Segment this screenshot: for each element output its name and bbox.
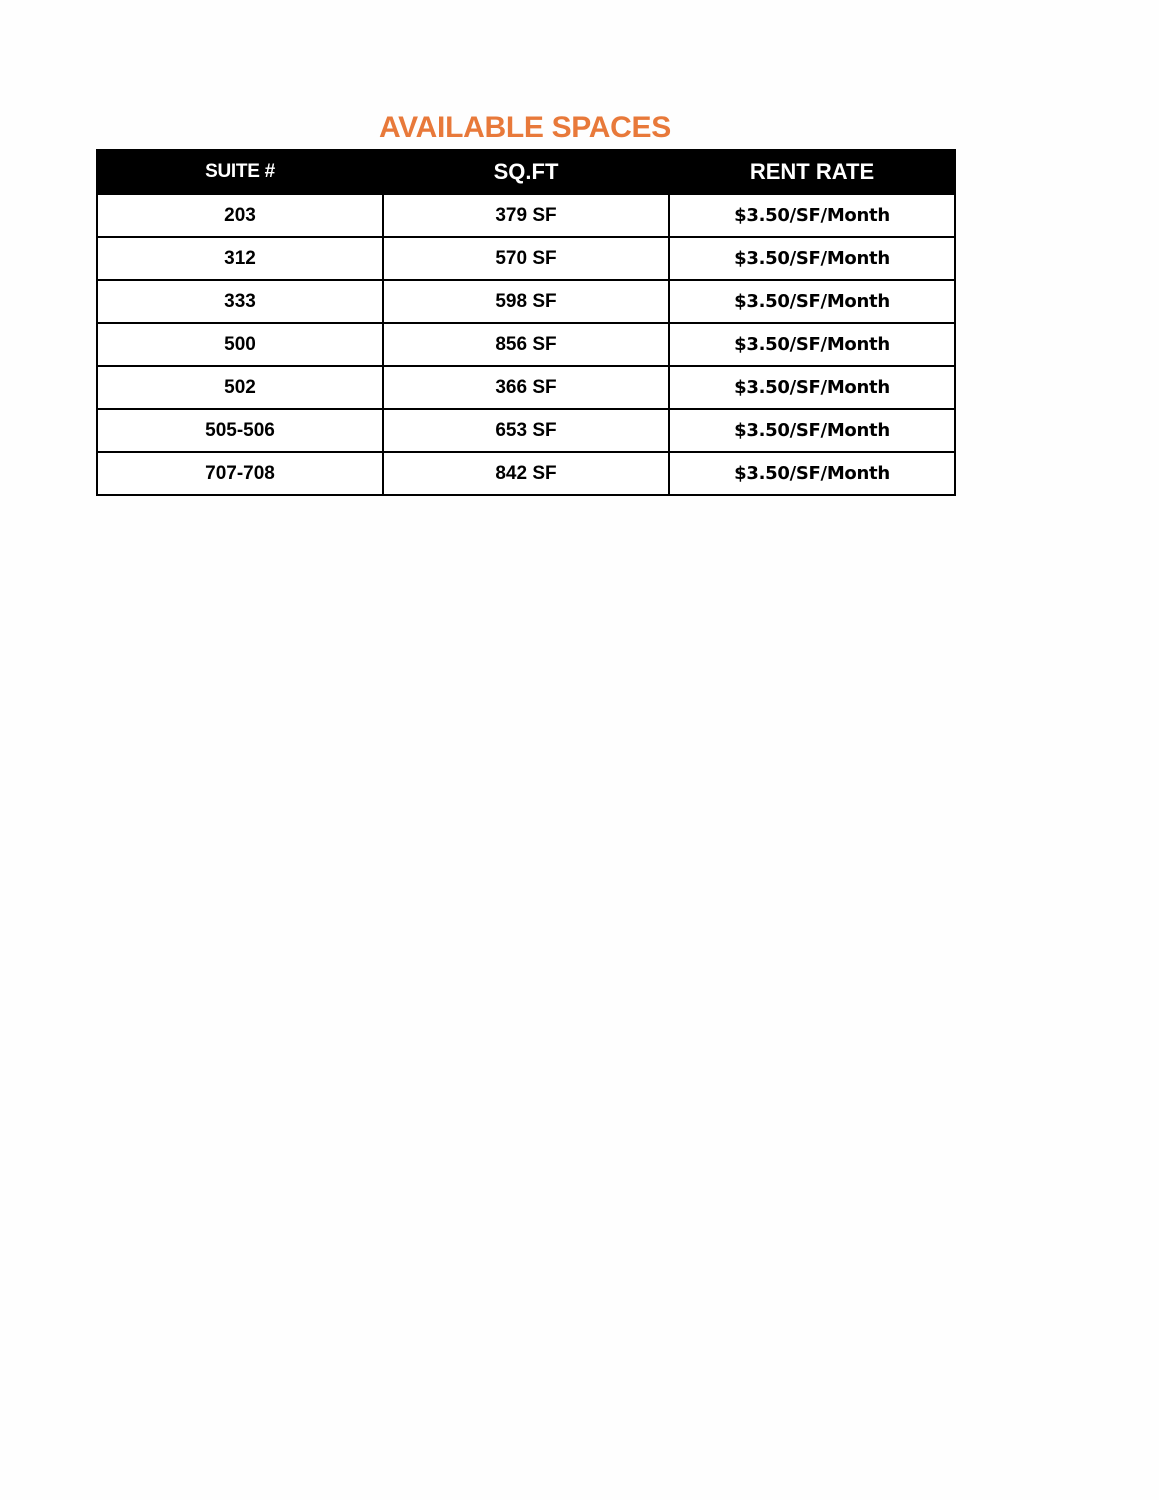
header-suite: SUITE #: [97, 150, 383, 194]
header-rent-rate: RENT RATE: [669, 150, 955, 194]
cell-rent-rate: $3.50/SF/Month: [669, 366, 955, 409]
table-row: [97, 280, 955, 323]
cell-rent-rate: $3.50/SF/Month: [669, 237, 955, 280]
cell-sqft: 653 SF: [383, 409, 669, 452]
cell-rent-rate: $3.50/SF/Month: [669, 280, 955, 323]
table-row: [97, 237, 955, 280]
cell-suite: 505-506: [97, 409, 383, 452]
cell-rent-rate: $3.50/SF/Month: [669, 409, 955, 452]
table-row: [97, 366, 955, 409]
cell-suite: 203: [97, 194, 383, 237]
cell-suite: 707-708: [97, 452, 383, 495]
table-row: [97, 409, 955, 452]
table-row: [97, 452, 955, 495]
cell-sqft: 842 SF: [383, 452, 669, 495]
header-sqft: SQ.FT: [383, 150, 669, 194]
cell-suite: 500: [97, 323, 383, 366]
cell-suite: 502: [97, 366, 383, 409]
table-row: [97, 194, 955, 237]
available-spaces-table: [96, 149, 956, 496]
cell-sqft: 570 SF: [383, 237, 669, 280]
page-title: AVAILABLE SPACES: [379, 111, 671, 144]
table-row: [97, 323, 955, 366]
cell-suite: 333: [97, 280, 383, 323]
cell-rent-rate: $3.50/SF/Month: [669, 452, 955, 495]
cell-sqft: 366 SF: [383, 366, 669, 409]
cell-rent-rate: $3.50/SF/Month: [669, 194, 955, 237]
cell-sqft: 856 SF: [383, 323, 669, 366]
cell-rent-rate: $3.50/SF/Month: [669, 323, 955, 366]
table-header-row: [97, 150, 955, 194]
cell-sqft: 598 SF: [383, 280, 669, 323]
cell-sqft: 379 SF: [383, 194, 669, 237]
cell-suite: 312: [97, 237, 383, 280]
